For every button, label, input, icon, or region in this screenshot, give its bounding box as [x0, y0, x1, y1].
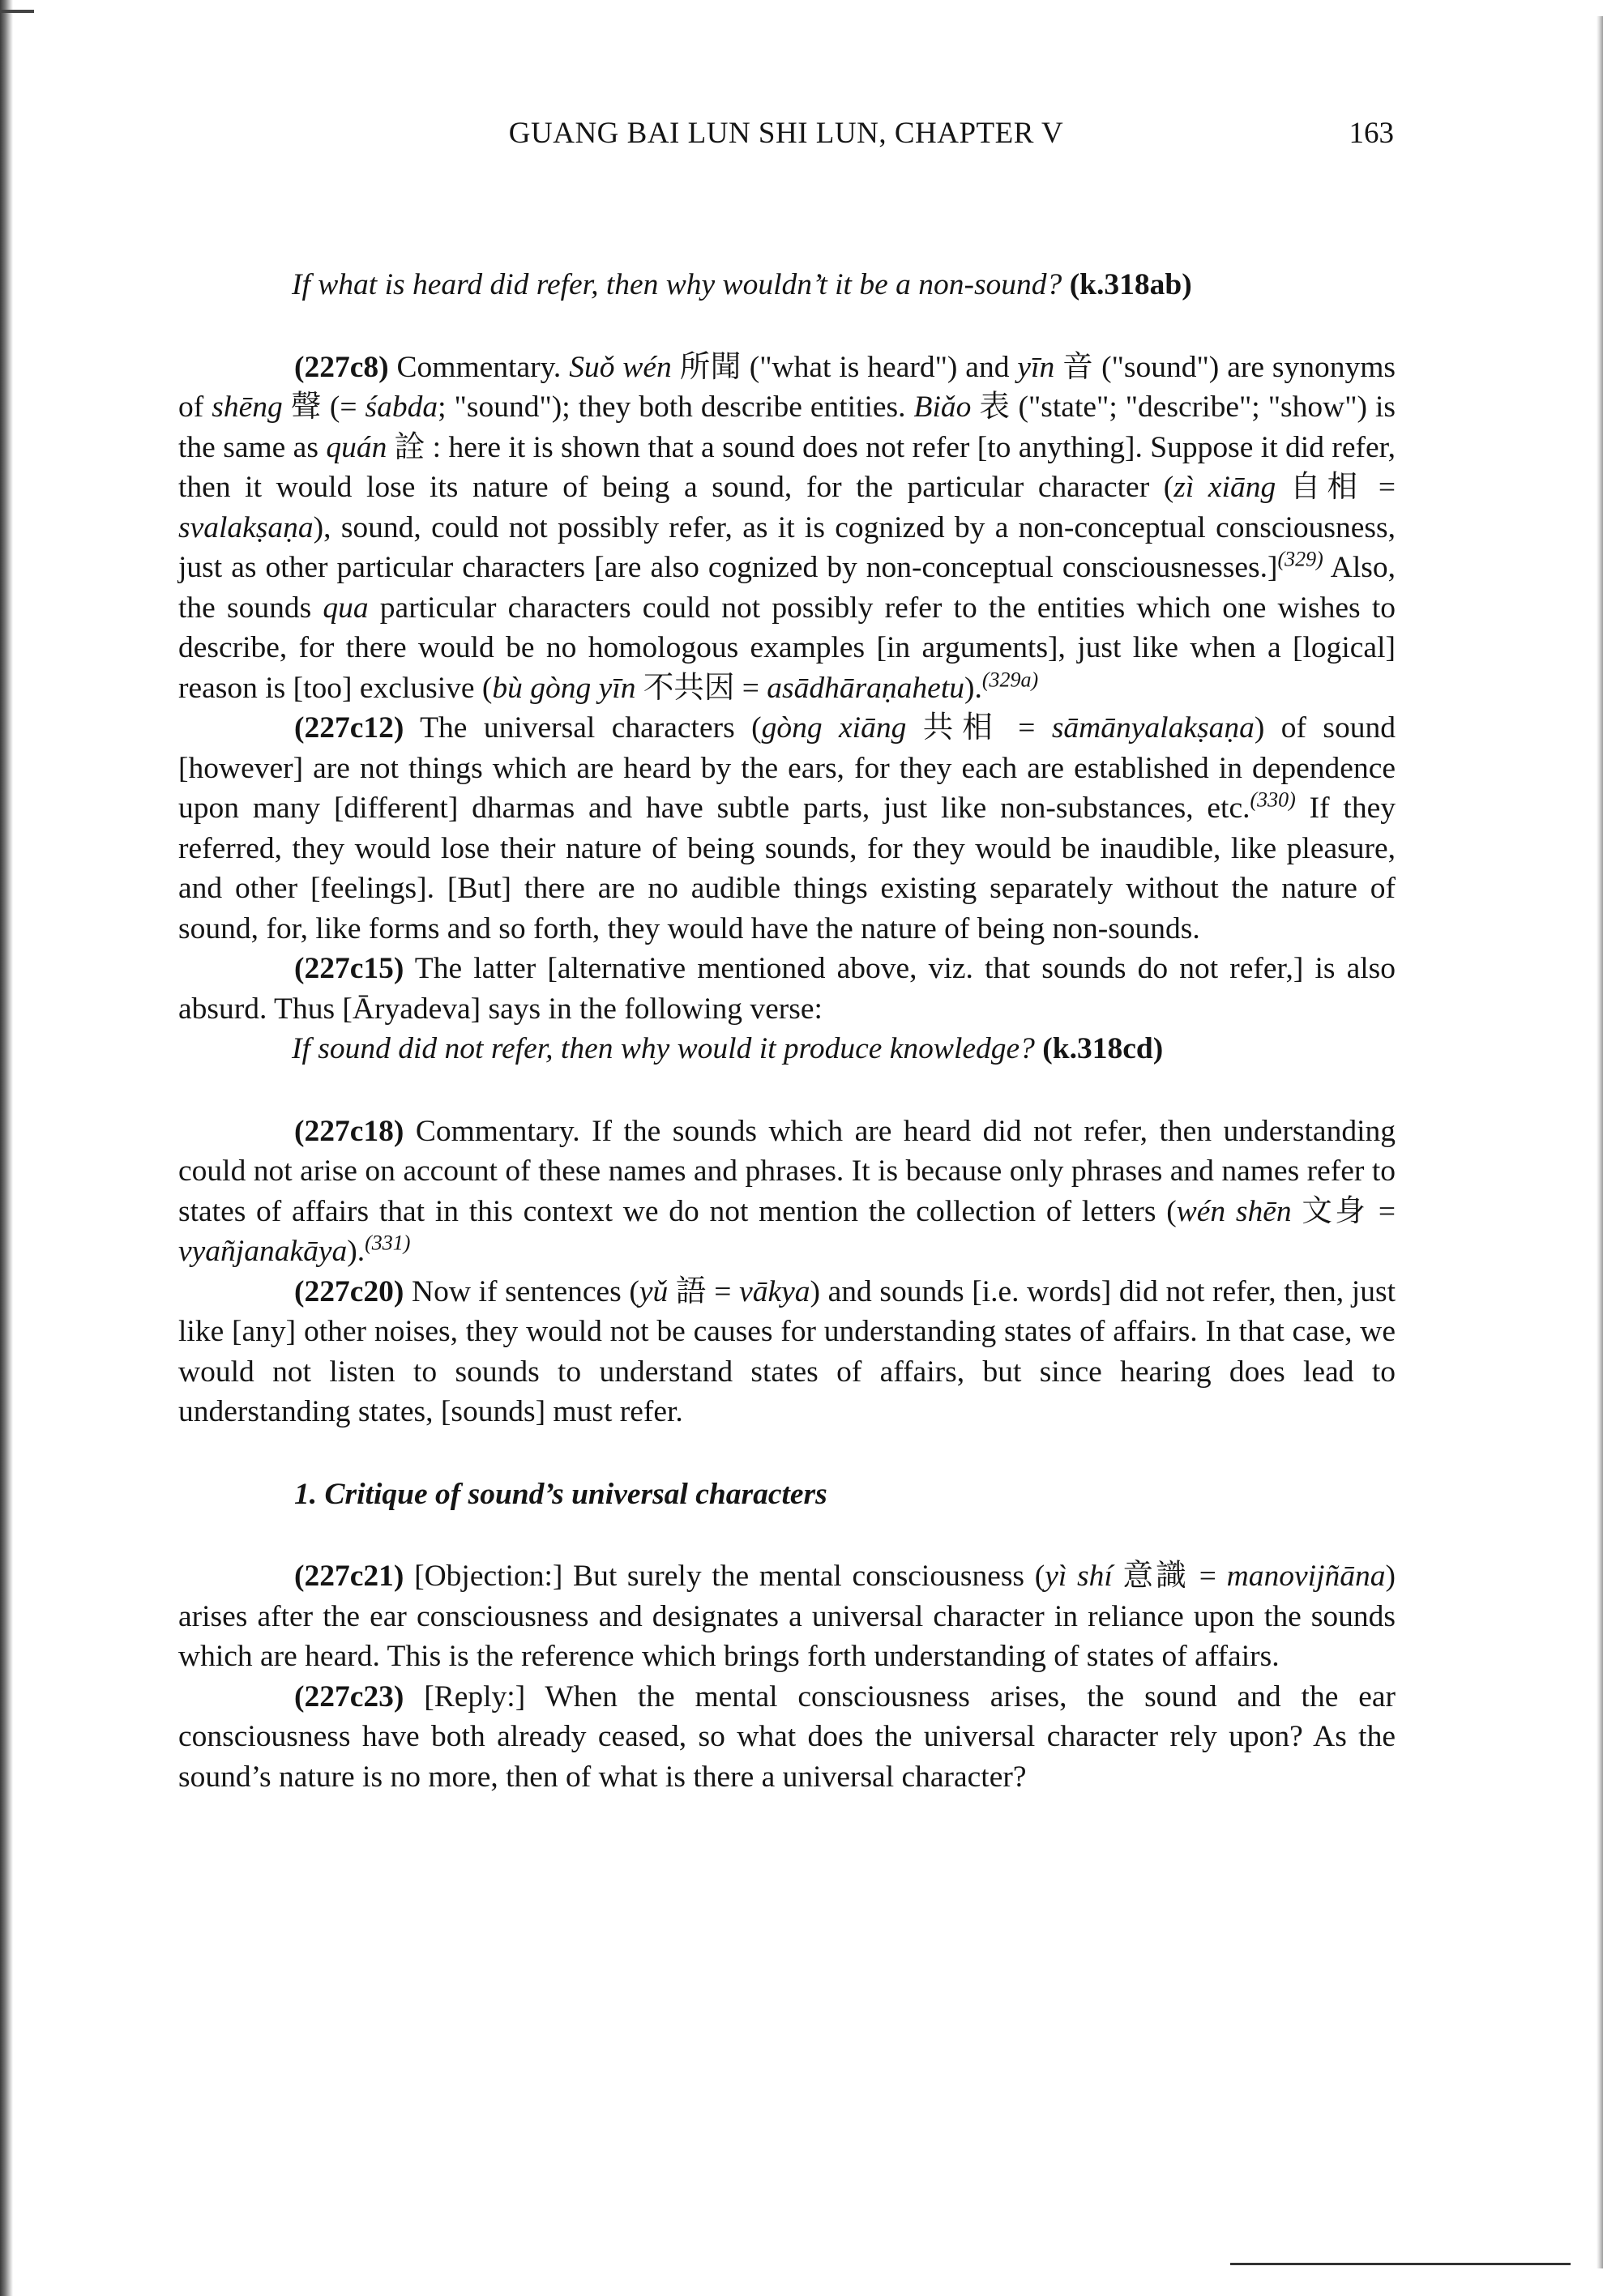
sanskrit-term: manovijñāna	[1226, 1560, 1386, 1593]
sanskrit-term: vyañjanakāya	[178, 1235, 348, 1268]
page-edge-shadow-right	[1597, 16, 1603, 2268]
paragraph-227c15	[178, 949, 1396, 1029]
body-text	[178, 265, 1396, 1797]
footnote-marker: (329)	[1277, 547, 1323, 571]
paragraph-reference: (227c8)	[294, 350, 389, 384]
paragraph-227c23	[178, 1677, 1396, 1798]
text-run: 共相 =	[906, 711, 1052, 745]
verse-reference: (k.318cd)	[1042, 1032, 1164, 1065]
sanskrit-term: sāmānyalakṣaṇa	[1051, 711, 1255, 745]
text-run: The latter [alternative mentioned above, viz. that sounds do not refer,] is also absurd. Thus [Āryadeva] says in the following verse:	[178, 952, 1396, 1026]
pinyin-term: yīn	[1017, 350, 1055, 384]
text-run: [Reply:] When the mental consciousness arises, the sound and the ear consciousness have both already ceased, so what does the universal character rely upon? As the sound’s nature is no more, then of what is there a universal character?	[178, 1679, 1396, 1794]
running-head: GUANG BAI LUN SHI LUN, CHAPTER V	[508, 117, 1064, 150]
text-run: 音 ("sound") are synonyms of	[178, 350, 1396, 424]
text-run: [Objection:] But surely the mental consciousness (	[404, 1560, 1045, 1593]
text-run: 不共因 =	[635, 671, 767, 705]
latin-term: qua	[323, 591, 369, 625]
sanskrit-term: asādhāraṇahetu	[767, 671, 964, 705]
page-header	[178, 116, 1394, 156]
section-heading: 1. Critique of sound’s universal characters	[294, 1477, 827, 1511]
text-run: 語 =	[668, 1274, 740, 1308]
page-edge-corner	[0, 10, 34, 13]
sanskrit-term: vākya	[739, 1274, 810, 1308]
text-run: ; "sound"); they both describe entities.	[438, 390, 914, 424]
text-run: 詮 : here it is shown that a sound does not refer [to anything]. Suppose it did refer, then it would lose its nature of being a sound, for the particular character (	[178, 430, 1396, 504]
text-run: ).	[964, 671, 982, 705]
pinyin-term: Suǒ wén	[569, 350, 672, 384]
text-run: ) of sound [however] are not things which are heard by the ears, for they each are established in dependence upon many [different] dharmas and have subtle parts, just like non-substances, etc.	[178, 711, 1396, 825]
text-run: Commentary.	[388, 350, 570, 384]
text-run: ) and sounds [i.e. words] did not refer, then, just like [any] other noises, they would not be causes for understanding states of affairs. In that case, we would not listen to sounds to understand states of affairs, but since hearing does lead to understanding states, [sounds] must refer.	[178, 1274, 1396, 1428]
pinyin-term: shēng	[212, 390, 283, 424]
spacer	[178, 1069, 1396, 1112]
paragraph-reference: (227c23)	[294, 1679, 404, 1713]
text-run: Now if sentences (	[404, 1274, 639, 1308]
text-run: 所聞 ("what is heard") and	[671, 350, 1018, 384]
paragraph-reference: (227c15)	[294, 952, 404, 985]
paragraph-reference: (227c20)	[294, 1274, 404, 1308]
paragraph-reference: (227c18)	[294, 1114, 404, 1148]
text-run: ), sound, could not possibly refer, as it is cognized by a non-conceptual consciousness, just as other particular characters [are also cognized by non-conceptual consciousnesses.]	[178, 510, 1396, 584]
pinyin-term: yǔ	[639, 1274, 669, 1308]
verse-k318cd	[178, 1029, 1396, 1069]
footnote-marker: (329a)	[981, 668, 1039, 691]
pinyin-term: bù gòng yīn	[492, 671, 636, 705]
pinyin-term: zì xiāng	[1173, 471, 1276, 504]
paragraph-reference: (227c21)	[294, 1560, 404, 1593]
footnote-marker: (330)	[1250, 787, 1296, 812]
text-run: 聲 (=	[282, 390, 365, 424]
text-run: ).	[347, 1235, 365, 1268]
spacer	[178, 1432, 1396, 1474]
pinyin-term: Biǎo	[913, 390, 972, 424]
verse-k318ab	[178, 265, 1396, 305]
verse-reference: (k.318ab)	[1069, 268, 1192, 301]
footnote-marker: (331)	[365, 1231, 411, 1255]
paragraph-227c8	[178, 348, 1396, 709]
sanskrit-term: svalakṣaṇa	[178, 510, 314, 544]
spacer	[178, 305, 1396, 348]
text-run: The universal characters (	[404, 711, 762, 745]
text-run: 表 ("state"; "describe"; "show") is the same as	[178, 390, 1396, 464]
text-run: 自相 =	[1276, 471, 1396, 504]
spacer	[178, 1514, 1396, 1556]
verse-text: If sound did not refer, then why would it produce knowledge?	[292, 1032, 1035, 1065]
paragraph-227c21	[178, 1556, 1396, 1677]
text-run: 意識 =	[1112, 1560, 1227, 1593]
text-run: ) arises after the ear consciousness and designates a universal character in reliance upon the sounds which are heard. This is the reference which brings forth understanding of states of affairs.	[178, 1560, 1396, 1673]
pinyin-term: yì shí	[1045, 1560, 1113, 1593]
text-run: Also, the sounds	[178, 551, 1396, 625]
page-edge-shadow-left	[0, 0, 13, 2296]
page-bottom-rule	[1230, 2263, 1571, 2265]
paragraph-reference: (227c12)	[294, 711, 404, 745]
sanskrit-term: śabda	[365, 390, 438, 424]
paragraph-227c18	[178, 1112, 1396, 1272]
pinyin-term: quán	[326, 430, 387, 464]
text-run: particular characters could not possibly refer to the entities which one wishes to describe, for there would be no homologous examples [in arguments], just like when a [logical] reason is [too] exclusive (	[178, 591, 1396, 705]
paragraph-227c20	[178, 1272, 1396, 1432]
text-run: Commentary. If the sounds which are heard did not refer, then understanding could not arise on account of these names and phrases. It is because only phrases and names refer to states of affairs that in this context we do not mention the collection of letters (	[178, 1114, 1396, 1228]
verse-text: If what is heard did refer, then why wouldn’t it be a non-sound?	[292, 268, 1062, 301]
paragraph-227c12	[178, 708, 1396, 949]
pinyin-term: wén shēn	[1176, 1194, 1292, 1228]
text-run: If they referred, they would lose their nature of being sounds, for they would be inaudible, like pleasure, and other [feelings]. [But] there are no audible things existing separately without the nature of sound, for, like forms and so forth, they would have the nature of being non-sounds.	[178, 792, 1396, 945]
page-number: 163	[1349, 117, 1394, 150]
pinyin-term: gòng xiāng	[761, 711, 907, 745]
text-run: 文身 =	[1291, 1194, 1396, 1228]
